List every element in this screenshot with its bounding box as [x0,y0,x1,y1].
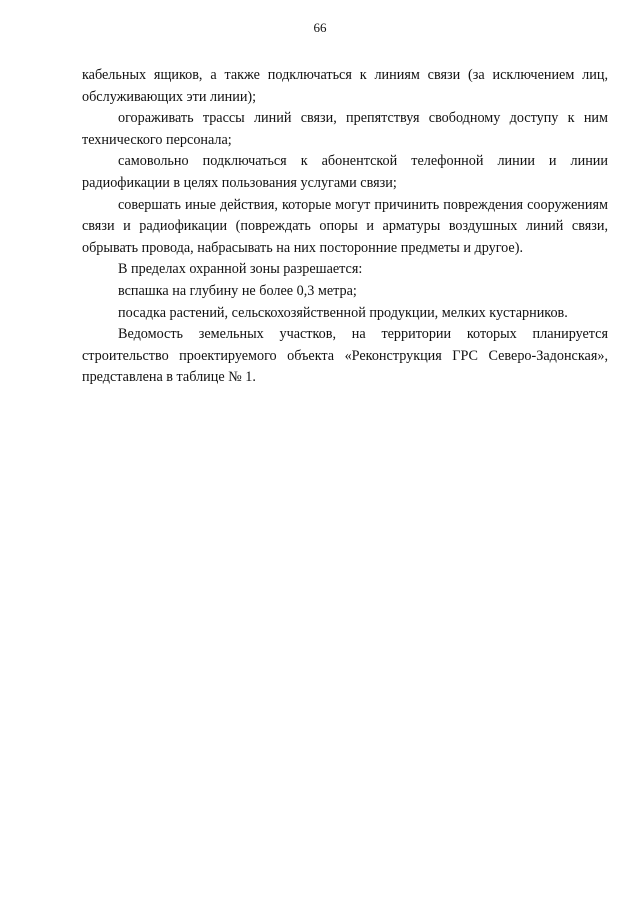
paragraph-other-actions: совершать иные действия, которые могут причинить повреждения сооружениям связи и радиофикации (повреждать опоры и арматуры воздушных линий связи, обрывать провода, набрасывать на них посторонние предметы и другое). [82,196,608,256]
paragraph-planting: посадка растений, сельскохозяйственной продукции, мелких кустарников. [118,304,568,321]
paragraph-allowed-heading: В пределах охранной зоны разрешается: [118,261,363,278]
paragraph-unauthorized-connection: самовольно подключаться к абонентской телефонной линии и линии радиофикации в целях пользования услугами связи; [82,153,608,191]
paragraph-land-statement: Ведомость земельных участков, на территории которых планируется строительство проектируемого объекта «Реконструкция ГРС Северо-Задонская», представлена в таблице № 1. [82,326,608,386]
paragraph-plowing: вспашка на глубину не более 0,3 метра; [118,282,357,299]
document-body [82,65,608,389]
paragraph-continuation: кабельных ящиков, а также подключаться к линиям связи (за исключением лиц, обслуживающих эти линии); [82,67,608,105]
page-number: 66 [313,20,327,35]
paragraph-fencing: огораживать трассы линий связи, препятствуя свободному доступу к ним технического персонала; [82,110,608,148]
